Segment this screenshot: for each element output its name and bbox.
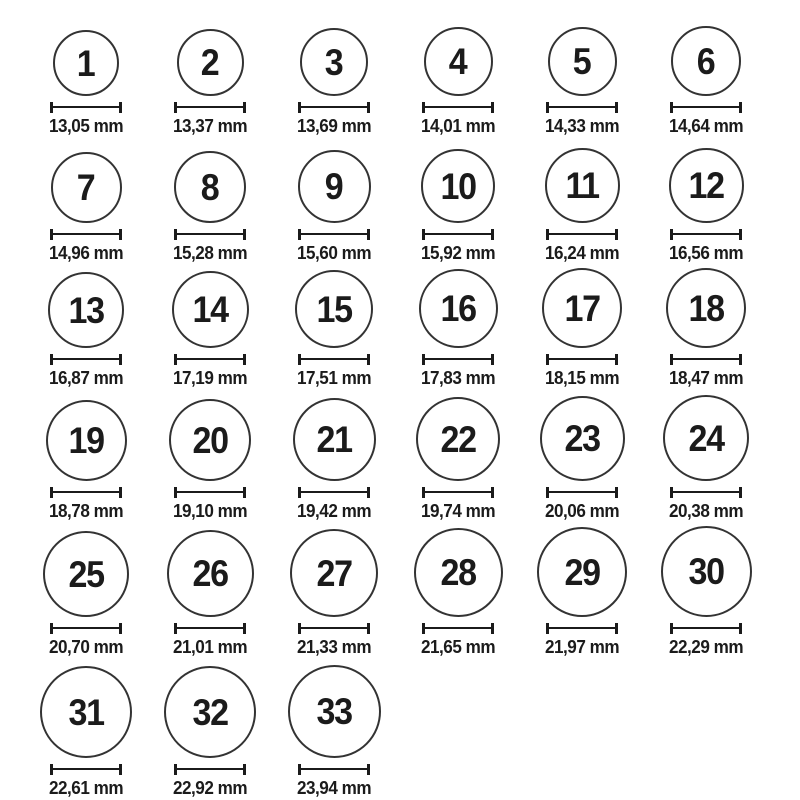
ring-size-item (396, 27, 520, 136)
diameter-label: 21,97 mm (544, 637, 620, 657)
diameter-label: 23,94 mm (296, 778, 372, 798)
ring-circle (666, 268, 746, 348)
ring-circle (169, 399, 251, 481)
ring-size-number: 7 (77, 167, 95, 208)
ring-circle (671, 26, 741, 96)
diameter-measure-line (546, 623, 618, 634)
ring-circle (663, 395, 749, 481)
ring-size-item (272, 529, 396, 657)
ring-circle (40, 666, 132, 758)
diameter-label: 15,60 mm (296, 243, 372, 263)
ring-size-item (24, 30, 148, 136)
diameter-measure-line (422, 487, 494, 498)
ring-circle (167, 530, 254, 617)
diameter-measure-line (174, 102, 246, 113)
chart-row (24, 26, 800, 136)
ring-size-number: 21 (316, 419, 352, 460)
diameter-measure-line (298, 623, 370, 634)
ring-size-number: 16 (440, 288, 476, 329)
ring-size-number: 31 (68, 691, 104, 733)
diameter-label: 15,28 mm (172, 243, 248, 263)
ring-circle (540, 396, 625, 481)
ring-size-number: 19 (68, 420, 104, 461)
ring-circle (661, 526, 752, 617)
ring-size-item (520, 148, 644, 263)
diameter-measure-line (546, 354, 618, 365)
ring-circle (424, 27, 493, 96)
ring-circle (414, 528, 503, 617)
diameter-label: 19,42 mm (296, 501, 372, 521)
diameter-label: 17,19 mm (172, 368, 248, 388)
diameter-measure-line (670, 623, 742, 634)
ring-size-item (272, 398, 396, 521)
ring-size-item (24, 666, 148, 798)
chart-row (24, 148, 800, 263)
ring-size-number: 5 (573, 41, 591, 82)
diameter-label: 15,92 mm (420, 243, 496, 263)
ring-circle (542, 268, 622, 348)
ring-circle (53, 30, 119, 96)
ring-size-item (148, 151, 272, 263)
ring-size-item (24, 152, 148, 263)
diameter-label: 20,06 mm (544, 501, 620, 521)
ring-circle (177, 29, 244, 96)
diameter-label: 20,38 mm (668, 501, 744, 521)
ring-circle (174, 151, 246, 223)
chart-row (24, 268, 800, 388)
ring-size-number: 17 (564, 287, 600, 329)
diameter-label: 18,15 mm (544, 368, 620, 388)
diameter-label: 13,37 mm (172, 116, 248, 136)
ring-size-item (148, 399, 272, 521)
diameter-label: 14,01 mm (420, 116, 496, 136)
diameter-measure-line (298, 354, 370, 365)
diameter-measure-line (50, 487, 122, 498)
diameter-label: 16,56 mm (668, 243, 744, 263)
ring-circle (295, 270, 373, 348)
diameter-measure-line (174, 487, 246, 498)
ring-size-item (520, 27, 644, 136)
ring-size-item (272, 150, 396, 263)
diameter-label: 20,70 mm (48, 637, 124, 657)
ring-circle (48, 272, 124, 348)
ring-size-item (272, 270, 396, 388)
ring-size-item (644, 395, 768, 521)
ring-circle (288, 665, 381, 758)
ring-size-number: 9 (325, 166, 343, 207)
ring-circle (43, 531, 129, 617)
diameter-measure-line (546, 487, 618, 498)
diameter-label: 17,83 mm (420, 368, 496, 388)
ring-size-number: 22 (440, 418, 476, 460)
diameter-measure-line (422, 623, 494, 634)
ring-size-item (520, 527, 644, 657)
ring-size-number: 3 (325, 41, 343, 83)
ring-size-item (148, 29, 272, 136)
ring-size-item (148, 530, 272, 657)
diameter-measure-line (50, 102, 122, 113)
diameter-measure-line (50, 354, 122, 365)
ring-size-number: 29 (564, 551, 600, 593)
diameter-measure-line (670, 487, 742, 498)
diameter-measure-line (546, 229, 618, 240)
ring-size-number: 24 (688, 417, 724, 459)
diameter-measure-line (174, 354, 246, 365)
ring-circle (46, 400, 127, 481)
diameter-label: 22,61 mm (48, 778, 124, 798)
diameter-measure-line (670, 354, 742, 365)
ring-size-number: 33 (316, 691, 352, 732)
ring-size-item (24, 531, 148, 657)
diameter-measure-line (422, 354, 494, 365)
ring-size-number: 15 (316, 288, 352, 330)
ring-size-item (396, 269, 520, 388)
ring-size-number: 1 (77, 42, 95, 84)
diameter-measure-line (298, 764, 370, 775)
ring-size-number: 26 (192, 553, 228, 594)
diameter-label: 18,47 mm (668, 368, 744, 388)
ring-circle (164, 666, 256, 758)
ring-circle (293, 398, 376, 481)
chart-row (24, 395, 800, 521)
diameter-label: 19,74 mm (420, 501, 496, 521)
diameter-label: 21,33 mm (296, 637, 372, 657)
ring-size-item (644, 526, 768, 657)
ring-size-item (396, 149, 520, 263)
diameter-label: 14,64 mm (668, 116, 744, 136)
ring-size-number: 32 (192, 691, 228, 733)
ring-circle (545, 148, 620, 223)
diameter-measure-line (298, 229, 370, 240)
ring-size-number: 30 (688, 551, 724, 592)
ring-size-number: 25 (68, 553, 104, 595)
ring-circle (419, 269, 498, 348)
ring-size-item (148, 271, 272, 388)
ring-size-item (520, 268, 644, 388)
ring-circle (298, 150, 371, 223)
diameter-label: 21,65 mm (420, 637, 496, 657)
diameter-measure-line (670, 102, 742, 113)
chart-row (24, 526, 800, 657)
ring-size-chart (0, 26, 800, 800)
ring-size-number: 20 (192, 419, 228, 461)
ring-circle (548, 27, 617, 96)
diameter-measure-line (298, 487, 370, 498)
ring-circle (416, 397, 500, 481)
ring-size-number: 23 (564, 418, 600, 459)
ring-size-item (396, 397, 520, 521)
diameter-label: 18,78 mm (48, 501, 124, 521)
diameter-label: 13,69 mm (296, 116, 372, 136)
ring-circle (669, 148, 744, 223)
ring-size-item (272, 665, 396, 798)
diameter-label: 22,92 mm (172, 778, 248, 798)
ring-size-item (272, 28, 396, 136)
ring-circle (172, 271, 249, 348)
diameter-label: 17,51 mm (296, 368, 372, 388)
ring-size-number: 27 (316, 552, 352, 594)
diameter-measure-line (422, 229, 494, 240)
diameter-measure-line (174, 764, 246, 775)
diameter-label: 14,33 mm (544, 116, 620, 136)
diameter-measure-line (50, 764, 122, 775)
ring-circle (300, 28, 368, 96)
ring-size-item (520, 396, 644, 521)
ring-size-number: 2 (201, 42, 219, 83)
diameter-measure-line (50, 229, 122, 240)
diameter-label: 21,01 mm (172, 637, 248, 657)
ring-size-number: 18 (688, 287, 724, 329)
ring-size-number: 14 (192, 289, 228, 330)
ring-circle (290, 529, 378, 617)
diameter-measure-line (670, 229, 742, 240)
diameter-label: 13,05 mm (48, 116, 124, 136)
diameter-measure-line (298, 102, 370, 113)
ring-size-number: 4 (449, 41, 467, 82)
diameter-measure-line (174, 623, 246, 634)
chart-row (24, 665, 800, 798)
diameter-measure-line (50, 623, 122, 634)
ring-size-item (644, 268, 768, 388)
ring-size-number: 8 (201, 166, 219, 208)
diameter-measure-line (546, 102, 618, 113)
ring-size-number: 6 (697, 40, 715, 82)
ring-size-item (644, 26, 768, 136)
ring-size-item (148, 666, 272, 798)
diameter-label: 14,96 mm (48, 243, 124, 263)
ring-size-number: 12 (688, 165, 724, 206)
ring-size-item (396, 528, 520, 657)
ring-size-number: 13 (68, 289, 104, 331)
diameter-label: 16,24 mm (544, 243, 620, 263)
ring-size-number: 11 (565, 165, 599, 206)
ring-circle (421, 149, 495, 223)
ring-size-number: 28 (440, 552, 476, 593)
ring-circle (51, 152, 122, 223)
diameter-measure-line (422, 102, 494, 113)
diameter-label: 19,10 mm (172, 501, 248, 521)
ring-size-item (24, 400, 148, 521)
diameter-label: 22,29 mm (668, 637, 744, 657)
ring-size-item (644, 148, 768, 263)
ring-size-number: 10 (440, 165, 476, 207)
ring-size-item (24, 272, 148, 388)
diameter-measure-line (174, 229, 246, 240)
ring-circle (537, 527, 627, 617)
diameter-label: 16,87 mm (48, 368, 124, 388)
